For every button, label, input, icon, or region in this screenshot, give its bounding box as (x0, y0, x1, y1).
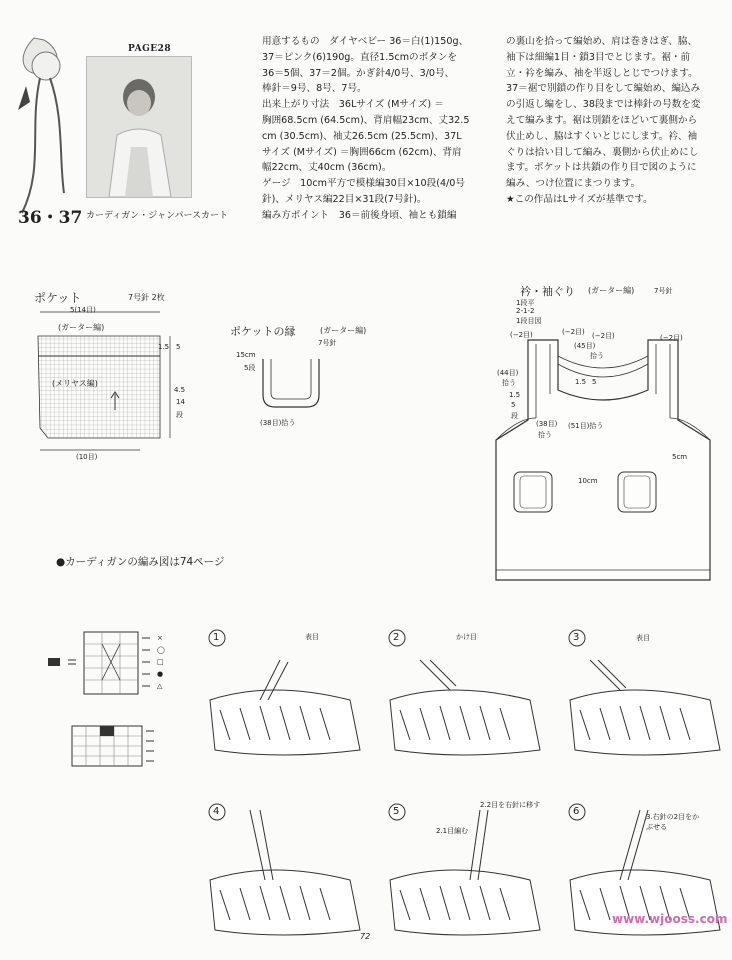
instruction-line: 37＝裾で別鎖の作り目をして編始め、編込み (506, 83, 701, 95)
jumper-skirt-diagram (488, 300, 718, 590)
step-3-label: 表目 (636, 634, 650, 642)
pocket-edge-shape (255, 355, 335, 415)
instruction-line: 立・衿を編み、袖を半返しとじでつけます。 (506, 67, 698, 79)
pocket-garter-label: (ガーター編) (58, 323, 105, 332)
instruction-line: サイズ (Mサイズ) ＝胸囲66cm (62cm)、背肩 (262, 146, 462, 158)
collar-note-a: 1段平 (516, 299, 535, 307)
stitch-symbol-legend (44, 630, 174, 770)
pocket-width: 5(14目) (70, 306, 96, 314)
collar-center-small-b: 5 (592, 378, 597, 386)
legend-arrow-circle: ◯ (157, 646, 165, 654)
collar-bottom-left: (38目) (536, 420, 558, 428)
knitting-steps-illustrations (200, 620, 730, 940)
pocket-stockinette-label: (メリヤス編) (52, 379, 98, 388)
bunny-decoration (4, 18, 84, 218)
collar-minus2-b: (−2目) (562, 328, 585, 336)
legend-arrow-triangle: △ (157, 682, 163, 690)
instruction-line: cm (30.5cm)、袖丈26.5cm (25.5cm)、37L (262, 130, 462, 142)
pocket-edge-bottom: (38目)拾う (260, 419, 296, 427)
item-name: カーディガン・ジャンパースカート (86, 211, 229, 221)
pocket-edge-needle: 7号針 (318, 339, 337, 347)
collar-left-count: (44目) (497, 369, 519, 377)
instruction-line: 棒針＝9号、8号、7号。 (262, 83, 367, 95)
collar-center-pick: 拾う (590, 352, 604, 360)
legend-arrow-x: × (157, 634, 163, 642)
pocket-dim-bottom-a: 4.5 (174, 386, 186, 394)
collar-minus2-c: (−2目) (592, 332, 615, 340)
pocket-dim-bottom-b: 14 (176, 398, 185, 406)
pocket-edge-left-rows: 5段 (244, 364, 256, 372)
legend-arrow-dot: ● (157, 670, 164, 678)
pocket-dim-top-b: 5 (176, 343, 181, 351)
collar-right-side: 5cm (672, 453, 688, 461)
collar-center-count: (45目) (574, 342, 596, 350)
step-5-label-b: 2.1目編む (436, 827, 469, 835)
instruction-line: 出来上がり寸法 36Lサイズ (Mサイズ) ＝ (262, 99, 444, 111)
pocket-width-label: 10cm (578, 477, 598, 485)
collar-minus2-a: (−2目) (510, 331, 533, 339)
instruction-line: ぐりは拾い目して編み、裏側から伏止めにし (506, 146, 699, 158)
pocket-title: ポケット (34, 291, 82, 305)
pocket-edge-title: ポケットの縁 (230, 325, 296, 338)
instruction-line: 編み、つけ位置にまつります。 (506, 178, 641, 190)
instruction-line: 編み方ポイント 36＝前後身頃、袖とも鎖編 (262, 209, 457, 221)
child-photo (86, 56, 192, 198)
collar-side-c: 段 (511, 412, 518, 420)
instruction-line: の引返し編をし、38段までは棒針の号数を変 (506, 99, 701, 111)
collar-note-c: 1段目図 (516, 317, 542, 325)
step-2-label: かけ目 (456, 633, 477, 641)
step-6-number: 6 (573, 806, 580, 817)
instruction-line: ます。ポケットは共鎖の作り目で図のように (506, 162, 697, 174)
collar-minus2-d: (−2目) (660, 334, 683, 342)
collar-subtitle: (ガーター編) (588, 286, 635, 295)
step-1-number: 1 (213, 632, 220, 643)
collar-left-pick: 拾う (502, 379, 516, 387)
item-number: 36・37 (18, 208, 83, 228)
instruction-line: の裏山を拾って編始め、肩は巻きはぎ、脇、 (506, 36, 698, 47)
collar-side-b: 5 (511, 401, 516, 409)
collar-bottom-right: (51目)拾う (568, 422, 604, 430)
step-6-label: 3.右針の2目をかぶせる (646, 813, 700, 831)
collar-bottom-left-pick: 拾う (538, 431, 552, 439)
pocket-edge-subtitle: (ガーター編) (320, 326, 367, 335)
instruction-line: 針)、メリヤス編22目×31段(7号針)。 (262, 193, 427, 205)
page-number: 72 (360, 932, 371, 941)
instruction-line: 用意するもの ダイヤベビー 36＝白(1)150g、 (262, 36, 469, 47)
pocket-needle: 7号針 2枚 (128, 293, 165, 302)
instruction-line: 37＝ピンク(6)190g。直径1.5cmのボタンを (262, 51, 458, 63)
pocket-dim-top-a: 1.5 (158, 343, 170, 351)
instruction-line: 36＝5個、37＝2個。かぎ針4/0号、3/0号、 (262, 67, 455, 79)
collar-title: 衿・袖ぐり (520, 285, 575, 298)
collar-side-a: 1.5 (509, 391, 521, 399)
step-1-label: 表目 (305, 633, 319, 641)
step-2-number: 2 (393, 632, 400, 643)
instruction-line: 幅22cm、丈40cm (36cm)。 (262, 162, 392, 174)
watermark: www.wjooss.com (612, 912, 728, 926)
instruction-line: ★この作品はLサイズが基準です。 (506, 193, 653, 205)
instruction-line: えて編みます。裾は別鎖をほどいて裏側から (506, 114, 698, 126)
step-5-label-a: 2.2目を右針に移す (480, 801, 541, 809)
pocket-dim-bottom-c: 段 (176, 411, 183, 419)
instruction-line: 胸囲68.5cm (64.5cm)、背肩幅23cm、丈32.5 (262, 114, 470, 126)
collar-center-small-a: 1.5 (575, 378, 587, 386)
instructions-column-2 (506, 34, 726, 208)
page-label: PAGE28 (128, 44, 172, 54)
legend-arrow-square: □ (157, 658, 164, 666)
cardigan-note: ●カーディガンの編み図は74ページ (56, 556, 225, 568)
step-5-number: 5 (393, 806, 400, 817)
pocket-edge-left-label: 15cm (236, 351, 256, 359)
pocket-bottom-count: (10目) (76, 453, 98, 461)
instruction-line: 袖下は細編1目・鎖3目でとじます。裾・前 (506, 51, 691, 63)
instruction-line: ゲージ 10cm平方で模様編30目×10段(4/0号 (262, 178, 465, 190)
instructions-column-1 (262, 34, 482, 224)
collar-needle: 7号針 (654, 287, 673, 295)
step-3-number: 3 (573, 632, 580, 643)
collar-note-b: 2-1-2 (516, 307, 535, 315)
pocket-chart (20, 300, 200, 470)
instruction-line: 伏止めし、脇はすくいとじにします。衿、袖 (506, 130, 698, 142)
step-4-number: 4 (213, 806, 220, 817)
